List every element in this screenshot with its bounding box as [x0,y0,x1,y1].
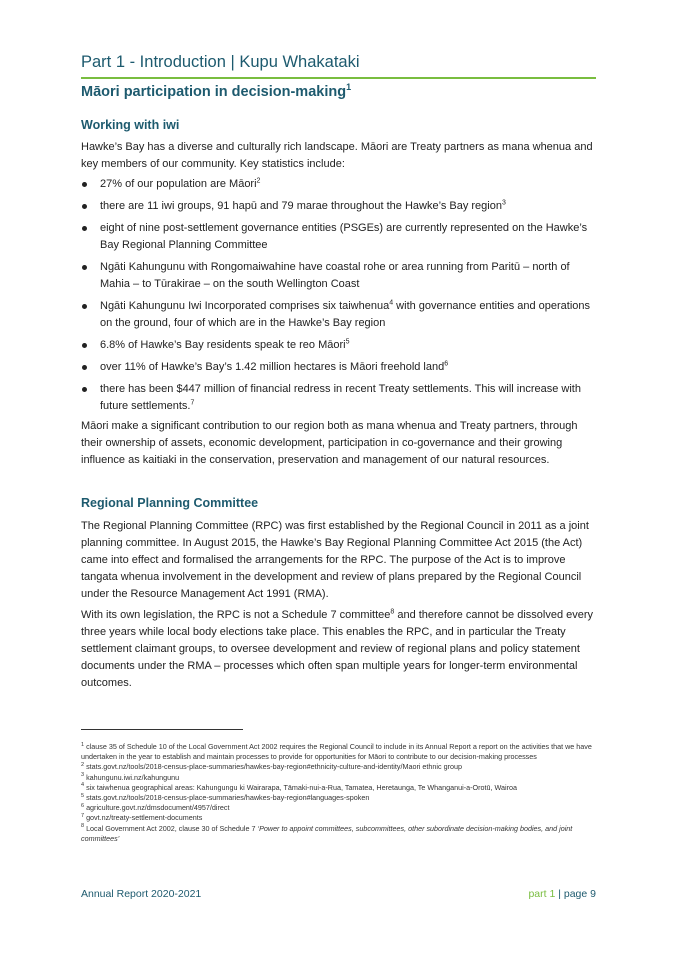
list-item [81,337,596,354]
footnote-ref-1[interactable]: 1 [346,82,352,93]
rpc-paragraph-1: The Regional Planning Committee (RPC) was first established by the Regional Council in 2011 as a joint planning committee. In August 2015, the Hawke’s Bay Regional Planning Committee Act 2015 (the Act) came into effect and formalised the arrangements for the RPC. The purpose of the Act is to improve tangata whenua involvement in the development and review of plans prepared by the Regional Council under the Resource Management Act 1991 (RMA). [81,520,589,600]
footnote-number: 5 [81,792,85,799]
rpc-heading: Regional Planning Committee [81,496,259,510]
footnote [81,783,596,793]
list-item-text: Ngāti Kahungunu Iwi Incorporated comprises six taiwhenua [100,300,390,312]
part-title: Part 1 - Introduction | Kupu Whakataki [81,53,360,71]
bullet-icon [82,182,87,187]
footnote-ref-5[interactable]: 5 [345,338,350,346]
list-item [81,298,596,332]
footer-separator: | [555,888,564,900]
list-item-text: there are 11 iwi groups, 91 hapū and 79 marae throughout the Hawke’s Bay region [100,200,502,212]
footnote-number: 8 [81,823,85,830]
footnote-link[interactable]: kahungunu.iwi.nz/kahungunu [86,772,180,782]
list-item [81,220,596,254]
list-item [81,198,596,215]
footnote [81,813,596,823]
footnote-ref-8[interactable]: 8 [390,608,395,616]
footnote-text: six taiwhenua geographical areas: Kahungungu ki Wairarapa, Tāmaki-nui-a-Rua, Tamatea, Heretaunga, Te Whanganui-a-Orotū, Wairoa [86,782,518,792]
bullet-icon [82,204,87,209]
footnote-number: 6 [81,802,85,809]
section-title [81,84,351,100]
bullet-icon [82,343,87,348]
footer-page-info [528,888,596,900]
footnote-text: clause 35 of Schedule 10 of the Local Government Act 2002 requires the Regional Council to include in its Annual Report a report on the activities that we have undertaken in the year to establish and maintain processes to provide for opportunities for Māori to contribute to our decision-making processes [81,742,592,762]
footnote-link[interactable]: stats.govt.nz/tools/2018-census-place-summaries/hawkes-bay-region#languages-spoken [86,793,370,803]
rpc-paragraph-2-text-cont: and therefore cannot be dissolved every three years while local body elections take place. This enables the RPC, and in particular the Treaty settlement claimant groups, to oversee development and review of regional plans and policy statement documents under the RMA – processes which often span multiple years for longer-term environmental outcomes. [81,609,594,689]
footnote [81,762,596,772]
footnote-link[interactable]: stats.govt.nz/tools/2018-census-place-summaries/hawkes-bay-region#ethnicity-culture-and-identity/Maori ethnic group [86,762,462,772]
footnote-text: Local Government Act 2002, clause 30 of Schedule 7 [86,823,258,833]
footnote-divider [81,729,243,730]
footer-page-number: page 9 [563,888,596,900]
list-item [81,176,596,193]
footnote-number: 4 [81,782,85,789]
footnote-ref-3[interactable]: 3 [501,199,506,207]
footnote-ref-7[interactable]: 7 [190,399,195,407]
footer-report-title: Annual Report 2020-2021 [81,888,202,900]
footnote [81,773,596,783]
footnotes-list [81,742,596,844]
footnote-text-italic: ‘Power to appoint committees, subcommittees, other subordinate decision-making bodies, and joint committees’ [81,823,573,843]
footnote [81,803,596,813]
iwi-intro-paragraph: Hawke’s Bay has a diverse and culturally rich landscape. Māori are Treaty partners as mana whenua and key members of our community. Key statistics include: [81,141,593,170]
list-item [81,259,596,293]
list-item-text: eight of nine post-settlement governance entities (PSGEs) are currently represented on the Hawke’s Bay Regional Planning Committee [100,222,588,251]
footnote-number: 1 [81,741,85,748]
footnote [81,742,596,762]
footnote-number: 2 [81,762,85,769]
footnote-ref-4[interactable]: 4 [389,299,394,307]
iwi-closing-paragraph: Māori make a significant contribution to our region both as mana whenua and Treaty partners, through their ownership of assets, economic development, participation in co-governance and their growing influence as kaitiaki in the conservation, preservation and management of our natural resources. [81,420,578,466]
working-with-iwi-heading: Working with iwi [81,118,180,132]
section-title-text: Māori participation in decision-making [81,84,347,100]
rpc-paragraph-2 [81,607,596,692]
footnote-number: 7 [81,813,85,820]
bullet-icon [82,365,87,370]
footnote-link[interactable]: govt.nz/treaty-settlement-documents [86,813,203,823]
list-item [81,381,596,415]
bullet-icon [82,226,87,231]
footnote-link[interactable]: agriculture.govt.nz/dmsdocument/4957/direct [86,803,230,813]
footnote-ref-6[interactable]: 6 [444,360,449,368]
bullet-icon [82,265,87,270]
list-item-text: there has been $447 million of financial redress in recent Treaty settlements. This will increase with future settlements. [100,383,581,412]
footnote-ref-2[interactable]: 2 [256,177,261,185]
bullet-icon [82,304,87,309]
key-statistics-list [81,176,596,420]
list-item-text: 6.8% of Hawke’s Bay residents speak te reo Māori [100,339,346,351]
list-item-text: Ngāti Kahungunu with Rongomaiwahine have coastal rohe or area running from Paritū – north of Mahia – to Tūrakirae – on the south Wellington Coast [100,261,570,290]
footnote-number: 3 [81,772,85,779]
rpc-paragraph-2-text: With its own legislation, the RPC is not a Schedule 7 committee [81,609,391,621]
footnote [81,793,596,803]
footnote [81,824,596,844]
bullet-icon [82,387,87,392]
header-divider [81,77,596,79]
list-item [81,359,596,376]
footer-part-label: part 1 [528,888,556,900]
list-item-text: over 11% of Hawke’s Bay’s 1.42 million hectares is Māori freehold land [100,361,445,373]
list-item-text: 27% of our population are Māori [100,178,257,190]
list-item-text-cont: with governance entities and operations on the ground, four of which are in the Hawke’s Bay region [100,300,591,329]
